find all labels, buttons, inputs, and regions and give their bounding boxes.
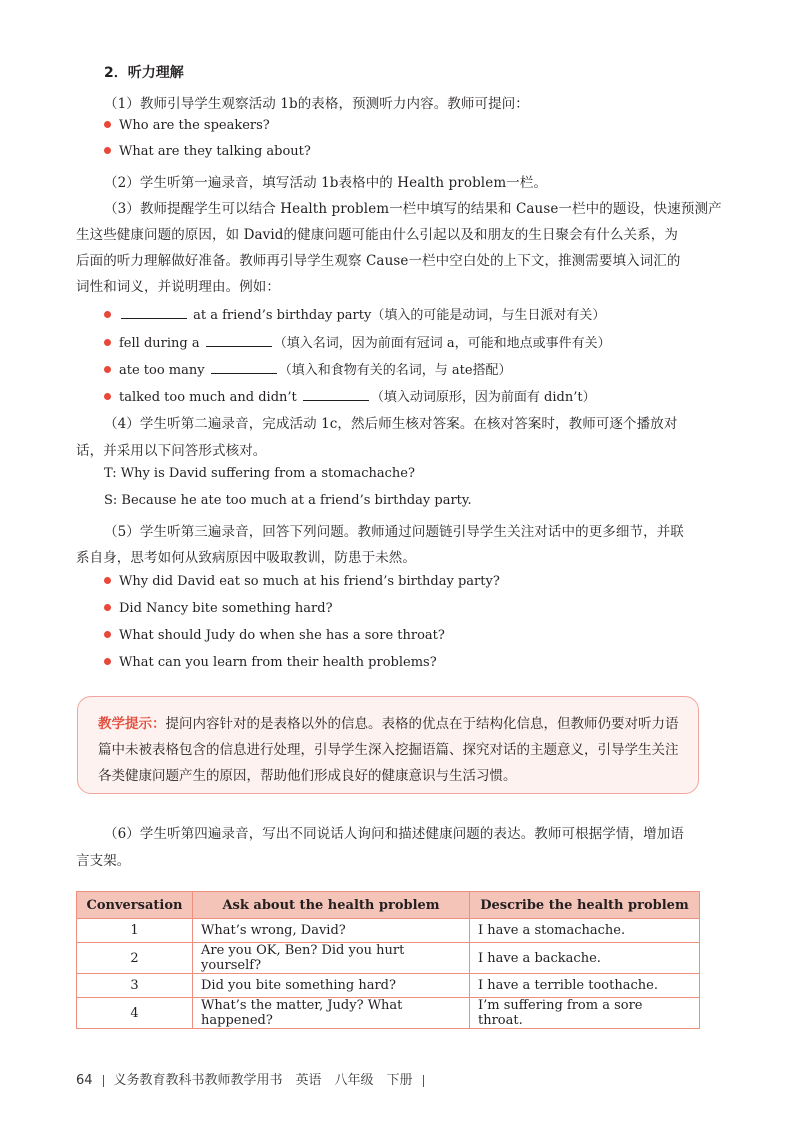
dialogue-line: S: Because he ate too much at a friend’s birthday party. — [104, 493, 472, 508]
health-problem-table — [76, 891, 700, 1029]
list-item: Why did David eat so much at his friend’s birthday party? — [104, 574, 500, 589]
table-header: Describe the health problem — [470, 892, 700, 919]
list-item: What can you learn from their health problems? — [104, 655, 437, 670]
footer-divider — [423, 1075, 424, 1087]
table-row — [77, 943, 700, 974]
table-cell: I have a stomachache. — [470, 919, 700, 943]
table-cell: I have a backache. — [470, 943, 700, 974]
list-item: What are they talking about? — [104, 144, 311, 159]
step3-line: 后面的听力理解做好准备。教师再引导学生观察 Cause一栏中空白处的上下文，推测需要填入词汇的 — [76, 253, 681, 269]
page-number: 64 — [76, 1073, 93, 1088]
bullet-icon — [104, 658, 111, 665]
tip-line: 各类健康问题产生的原因，帮助他们形成良好的健康意识与生活习惯。 — [98, 768, 517, 784]
step6-line: （6）学生听第四遍录音，写出不同说话人询问和描述健康问题的表达。教师可根据学情，增加语 — [104, 826, 684, 842]
table-row — [77, 919, 700, 943]
table-cell: What’s the matter, Judy? What happened? — [193, 998, 470, 1029]
answer-blank — [211, 361, 277, 374]
tip-line: 教学提示：提问内容针对的是表格以外的信息。表格的优点在于结构化信息，但教师仍要对听力语 — [98, 716, 679, 732]
bullet-icon — [104, 339, 111, 346]
table-cell: I have a terrible toothache. — [470, 974, 700, 998]
bullet-icon — [104, 147, 111, 154]
bullet-icon — [104, 393, 111, 400]
table-header: Ask about the health problem — [193, 892, 470, 919]
bullet-icon — [104, 366, 111, 373]
tip-line: 篇中未被表格包含的信息进行处理，引导学生深入挖掘语篇、探究对话的主题意义，引导学生关注 — [98, 742, 679, 758]
section-heading: 2．听力理解 — [104, 65, 184, 81]
footer-divider — [103, 1075, 104, 1087]
step2-text: （2）学生听第一遍录音，填写活动 1b表格中的 Health problem一栏。 — [104, 175, 548, 191]
table-cell: 3 — [77, 974, 193, 998]
step3-line: 词性和词义，并说明理由。例如： — [76, 279, 280, 295]
step3-line: （3）教师提醒学生可以结合 Health problem一栏中填写的结果和 Cause一栏中的题设，快速预测产 — [104, 201, 722, 217]
table-cell: Are you OK, Ben? Did you hurt yourself? — [193, 943, 470, 974]
step4-line: （4）学生听第二遍录音，完成活动 1c，然后师生核对答案。在核对答案时，教师可逐个播放对 — [104, 416, 678, 432]
table-cell: I’m suffering from a sore throat. — [470, 998, 700, 1029]
teaching-tip-box — [77, 696, 699, 794]
bullet-icon — [104, 121, 111, 128]
bullet-icon — [104, 577, 111, 584]
list-item: fell during a （填入名词，因为前面有冠词 a，可能和地点或事件有关） — [104, 332, 611, 351]
table-cell: Did you bite something hard? — [193, 974, 470, 998]
list-item: Did Nancy bite something hard? — [104, 601, 333, 616]
table-cell: 4 — [77, 998, 193, 1029]
table-row — [77, 998, 700, 1029]
step4-line: 话，并采用以下问答形式核对。 — [76, 443, 267, 459]
table-header: Conversation — [77, 892, 193, 919]
step6-line: 言支架。 — [76, 853, 131, 869]
step1-text: （1）教师引导学生观察活动 1b的表格，预测听力内容。教师可提问： — [104, 96, 529, 112]
answer-blank — [206, 334, 272, 347]
list-item: Who are the speakers? — [104, 118, 270, 133]
list-item: What should Judy do when she has a sore throat? — [104, 628, 445, 643]
table-row — [77, 974, 700, 998]
bullet-icon — [104, 604, 111, 611]
list-item: at a friend’s birthday party（填入的可能是动词，与生日派对有关） — [104, 304, 605, 323]
step5-line: （5）学生听第三遍录音，回答下列问题。教师通过问题链引导学生关注对话中的更多细节，并联 — [104, 524, 684, 540]
step3-line: 生这些健康问题的原因，如 David的健康问题可能由什么引起以及和朋友的生日聚会有什么关系，为 — [76, 227, 678, 243]
tip-label: 教学提示： — [98, 716, 166, 732]
table-cell: 1 — [77, 919, 193, 943]
list-item: ate too many （填入和食物有关的名词，与 ate搭配） — [104, 359, 512, 378]
bullet-icon — [104, 631, 111, 638]
answer-blank — [303, 388, 369, 401]
bullet-icon — [104, 311, 111, 318]
step5-line: 系自身，思考如何从致病原因中吸取教训，防患于未然。 — [76, 550, 416, 566]
list-item: talked too much and didn’t （填入动词原形，因为前面有 didn’t） — [104, 386, 596, 405]
book-title: 义务教育教科书教师教学用书 英语 八年级 下册 — [113, 1073, 413, 1088]
dialogue-line: T: Why is David suffering from a stomachache? — [104, 466, 415, 481]
table-cell: 2 — [77, 943, 193, 974]
table-header-row — [77, 892, 700, 919]
answer-blank — [121, 306, 187, 319]
page-footer — [76, 1069, 434, 1088]
table-cell: What’s wrong, David? — [193, 919, 470, 943]
